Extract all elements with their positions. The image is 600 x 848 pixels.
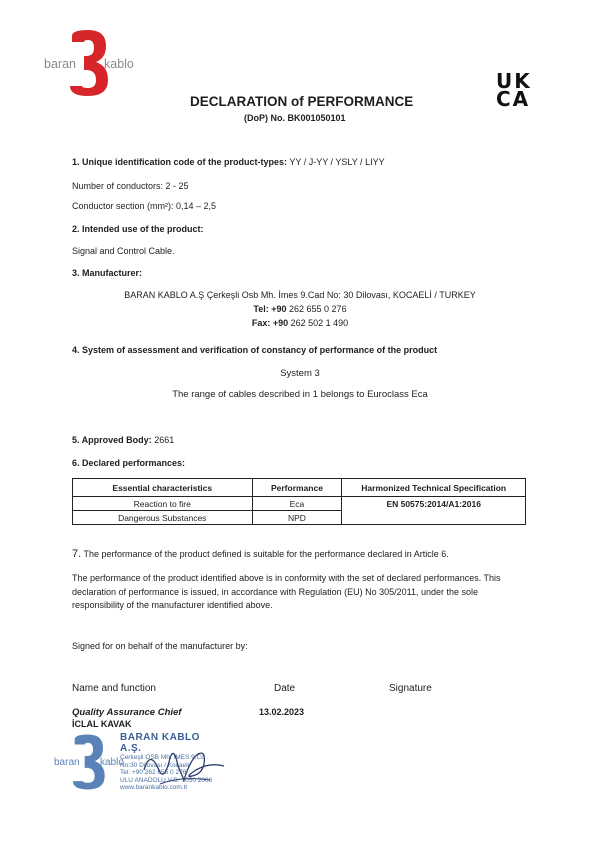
ukca-mark — [496, 69, 542, 111]
col-signature: Signature — [389, 683, 432, 694]
manufacturer-address: BARAN KABLO A.Ş Çerkeşli Osb Mh. İmes 9.Cad No: 30 Dilovası, KOCAELİ / TURKEY — [124, 290, 476, 300]
section1-heading — [72, 157, 385, 167]
table-cell: Reaction to fire — [73, 497, 253, 511]
handwritten-signature — [140, 740, 230, 790]
tel-label: Tel: +90 — [253, 304, 287, 314]
company-stamp — [40, 732, 220, 794]
section5 — [72, 435, 174, 445]
section5-label: 5. Approved Body: — [72, 435, 152, 445]
conformity-line1: The performance of the product identified above is in conformity with the set of declared performances. This — [72, 573, 501, 583]
euroclass-range: The range of cables described in 1 belongs to Euroclass Eca — [172, 389, 428, 400]
fax-label: Fax: +90 — [251, 318, 289, 328]
stamp-logo-text-right: kablo — [100, 757, 124, 768]
conformity-line2: declaration of performance is issued, in accordance with Regulation (EU) No 305/2011, under the sole — [72, 586, 479, 597]
section1-value: YY / J-YY / YSLY / LIYY — [287, 157, 385, 167]
col-date: Date — [274, 683, 296, 694]
table-row — [73, 497, 526, 511]
header-performance: Performance — [252, 479, 342, 497]
dop-number: (DoP) No. BK001050101 — [244, 113, 346, 123]
signature-date: 13.02.2023 — [259, 707, 305, 717]
section7-number: 7. — [72, 548, 82, 560]
section1-label: 1. Unique identification code of the product-types: — [72, 157, 288, 167]
manufacturer-fax — [0, 318, 600, 328]
logo-text-left: baran — [44, 57, 76, 71]
conductor-section: Conductor section (mm²): 0,14 – 2,5 — [72, 201, 217, 211]
stamp-logo-text: baran — [54, 757, 80, 768]
section2-value: Signal and Control Cable. — [72, 246, 175, 256]
ukca-line2: CA — [496, 87, 531, 111]
signed-for-text: Signed for on behalf of the manufacturer by: — [72, 641, 248, 651]
page-title: DECLARATION of PERFORMANCE — [190, 94, 414, 109]
stamp-line: Çerkeşli OSB Mh. İMES 9.Cd — [120, 754, 205, 761]
conformity-statement — [72, 572, 501, 613]
performance-table — [72, 478, 526, 525]
signer-name: İCLAL KAVAK — [72, 719, 132, 729]
section3-label: 3. Manufacturer: — [72, 268, 143, 278]
approved-body: 2661 — [151, 435, 175, 445]
stamp-company: BARAN KABLO A.Ş. — [120, 732, 200, 754]
ukca-line1: UK — [496, 69, 532, 93]
section6-label: 6. Declared performances: — [72, 458, 186, 468]
section7-text: The performance of the product defined is suitable for the performance declared in Article 6. — [81, 549, 449, 559]
logo-text-right: kablo — [104, 57, 134, 71]
table-cell: Eca — [252, 497, 342, 511]
tel-value: 262 655 0 276 — [286, 304, 347, 314]
conductor-count: Number of conductors: 2 - 25 — [72, 181, 189, 191]
stamp-line: No:30 Dilovası / Kocaeli — [120, 761, 190, 769]
assessment-system: System 3 — [280, 368, 320, 379]
header-specification: Harmonized Technical Specification — [342, 479, 526, 497]
harmonized-spec: EN 50575:2014/A1:2016 — [342, 497, 526, 525]
company-logo — [42, 28, 147, 100]
table-header-row — [73, 479, 526, 497]
stamp-line: Tel: +90 262 655 0 276 — [120, 769, 187, 776]
section4-label: 4. System of assessment and verification of constancy of performance of the product — [72, 345, 438, 355]
fax-value: 262 502 1 490 — [288, 318, 349, 328]
signer-function: Quality Assurance Chief — [72, 707, 182, 718]
section7 — [72, 548, 449, 560]
stamp-line: ULU ANADOLU V.D. 1050 2006 — [120, 776, 213, 784]
header-characteristics: Essential characteristics — [73, 479, 253, 497]
manufacturer-tel — [0, 304, 600, 314]
table-cell: NPD — [252, 511, 342, 525]
section2-label: 2. Intended use of the product: — [72, 224, 204, 234]
col-name-function: Name and function — [72, 683, 156, 694]
conformity-line3: responsibility of the manufacturer identified above. — [72, 600, 273, 610]
stamp-line: www.barankablo.com.tr — [120, 784, 188, 791]
table-cell: Dangerous Substances — [73, 511, 253, 525]
